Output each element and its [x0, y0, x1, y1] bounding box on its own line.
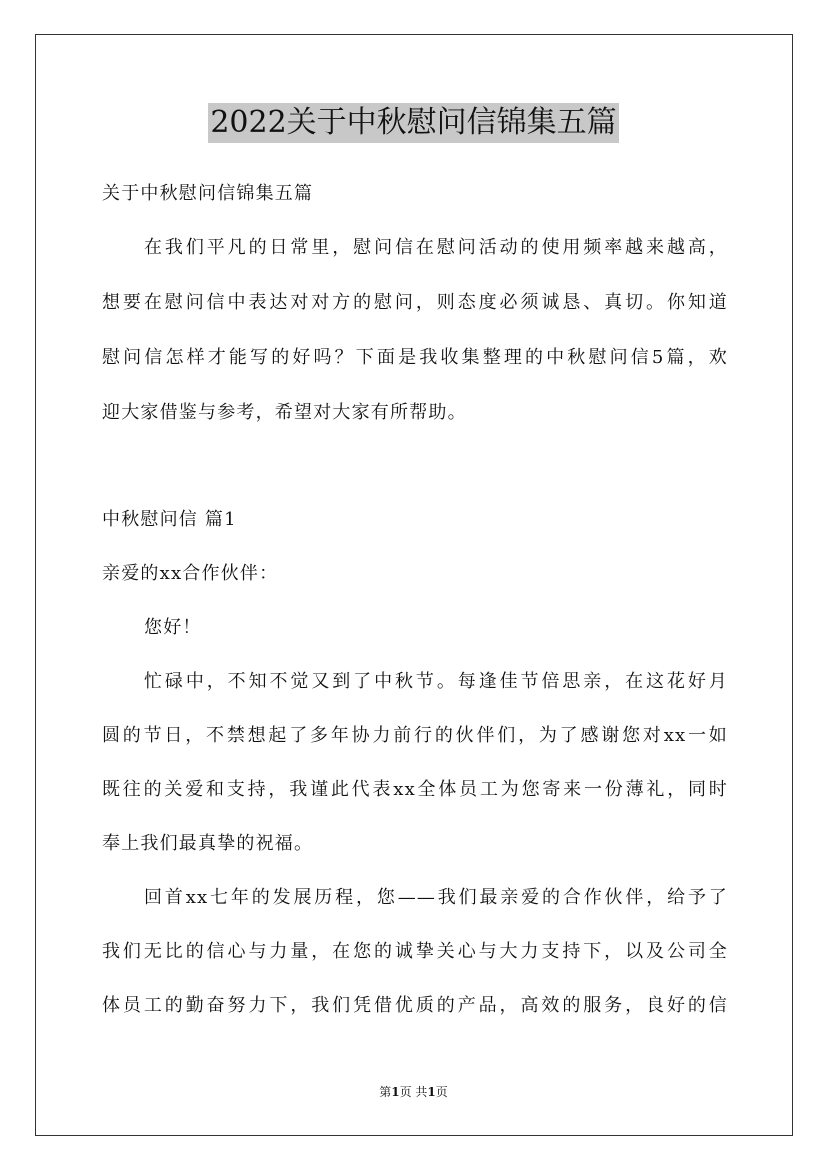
para1-line-2: 圆的节日，不禁想起了多年协力前行的伙伴们，为了感谢您对xx一如 [102, 725, 728, 746]
letter-greeting: 您好！ [144, 617, 202, 638]
intro-line-1: 在我们平凡的日常里，慰问信在慰问活动的使用频率越来越高， [144, 237, 728, 258]
section-heading: 中秋慰问信 篇1 [102, 509, 237, 530]
para1-line-3: 既往的关爱和支持，我谨此代表xx全体员工为您寄来一份薄礼，同时 [102, 779, 728, 800]
document-subtitle: 关于中秋慰问信锦集五篇 [102, 183, 314, 204]
page-footer [0, 1084, 827, 1100]
document-title-text: 2022关于中秋慰问信锦集五篇 [208, 103, 618, 143]
para1-line-4: 奉上我们最真挚的祝福。 [102, 833, 314, 854]
footer-prefix: 第 [379, 1085, 392, 1099]
intro-line-3: 慰问信怎样才能写的好吗？下面是我收集整理的中秋慰问信5篇，欢 [102, 347, 728, 368]
footer-mid: 页 共 [399, 1085, 428, 1099]
para1-line-1: 忙碌中，不知不觉又到了中秋节。每逢佳节倍思亲，在这花好月 [144, 671, 728, 692]
intro-line-2: 想要在慰问信中表达对对方的慰问，则态度必须诚恳、真切。你知道 [102, 292, 728, 313]
para2-line-2: 我们无比的信心与力量，在您的诚挚关心与大力支持下，以及公司全 [102, 941, 728, 962]
footer-total-pages: 1 [427, 1085, 436, 1099]
para2-line-1: 回首xx七年的发展历程，您——我们最亲爱的合作伙伴，给予了 [144, 887, 728, 908]
para2-line-3: 体员工的勤奋努力下，我们凭借优质的产品，高效的服务，良好的信 [102, 995, 728, 1016]
letter-salutation: 亲爱的xx合作伙伴： [102, 563, 279, 584]
document-title [0, 102, 827, 143]
footer-current-page: 1 [391, 1085, 400, 1099]
footer-suffix: 页 [435, 1085, 448, 1099]
intro-line-4: 迎大家借鉴与参考，希望对大家有所帮助。 [102, 402, 467, 423]
